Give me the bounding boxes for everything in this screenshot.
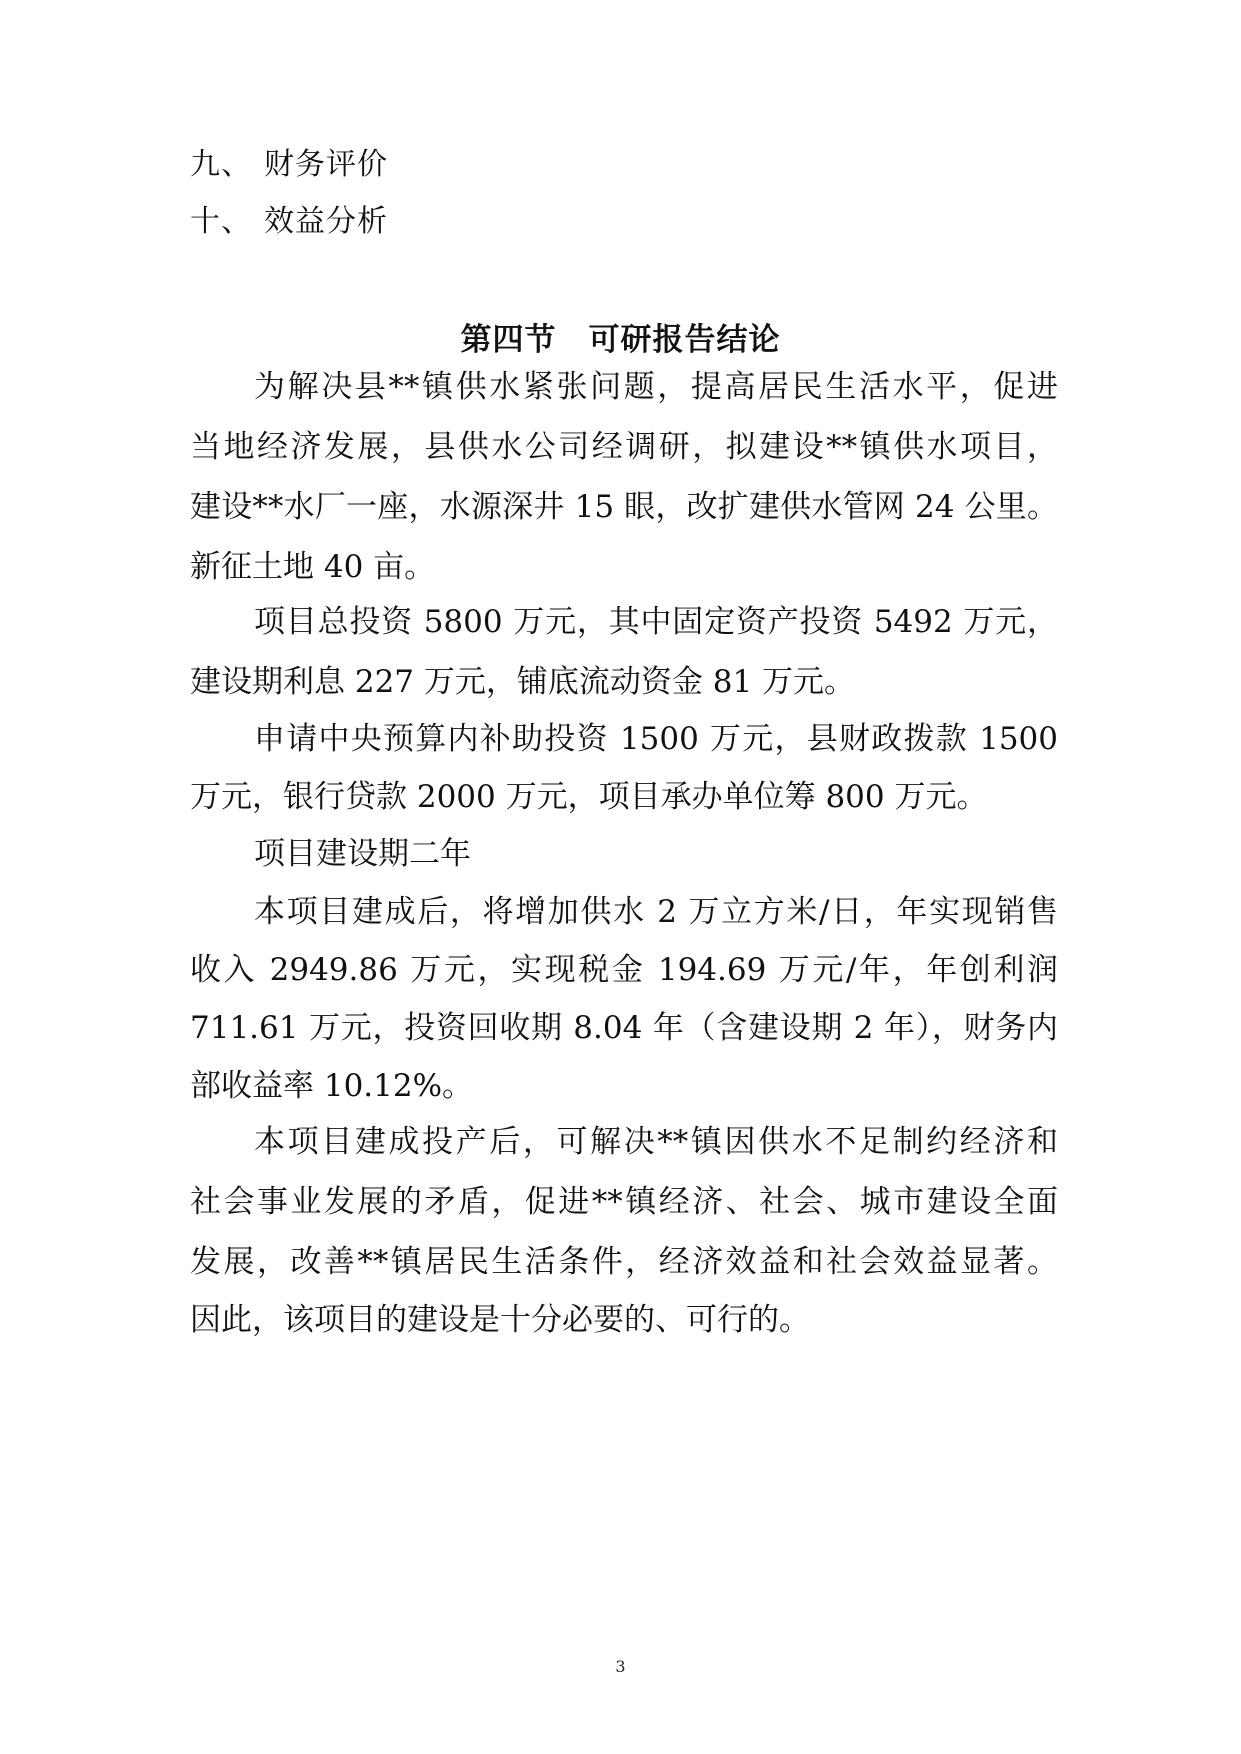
paragraph-line: 因此，该项目的建设是十分必要的、可行的。	[190, 1302, 810, 1338]
paragraph-line: 为解决县**镇供水紧张问题，提高居民生活水平，促进	[254, 369, 1058, 405]
paragraph-line: 部收益率 10.12%。	[190, 1068, 474, 1104]
outline-item-text: 财务评价	[264, 147, 388, 182]
outline-item-10	[190, 202, 388, 242]
section-heading: 第四节 可研报告结论	[460, 322, 781, 358]
paragraph-line: 建设**水厂一座，水源深井 15 眼，改扩建供水管网 24 公里。	[190, 489, 1058, 525]
outline-item-number: 十、	[190, 204, 252, 239]
paragraph-line: 当地经济发展，县供水公司经调研，拟建设**镇供水项目，	[190, 429, 1058, 465]
paragraph-line: 万元，银行贷款 2000 万元，项目承办单位筹 800 万元。	[190, 779, 988, 815]
paragraph-line: 本项目建成投产后，可解决**镇因供水不足制约经济和	[254, 1124, 1058, 1160]
paragraph-line: 711.61 万元，投资回收期 8.04 年（含建设期 2 年），财务内	[190, 1010, 1058, 1046]
paragraph-line: 发展，改善**镇居民生活条件，经济效益和社会效益显著。	[190, 1244, 1058, 1280]
page-number: 3	[615, 1657, 626, 1676]
paragraph-line: 申请中央预算内补助投资 1500 万元，县财政拨款 1500	[254, 721, 1058, 757]
outline-item-9	[190, 145, 388, 185]
paragraph-line: 新征土地 40 亩。	[190, 549, 436, 585]
paragraph-line: 收入 2949.86 万元，实现税金 194.69 万元/年，年创利润	[190, 952, 1058, 988]
paragraph-line: 建设期利息 227 万元，铺底流动资金 81 万元。	[190, 664, 856, 700]
paragraph-line: 本项目建成后，将增加供水 2 万立方米/日，年实现销售	[254, 894, 1058, 930]
outline-item-number: 九、	[190, 147, 252, 182]
paragraph-line: 项目总投资 5800 万元，其中固定资产投资 5492 万元，	[254, 604, 1058, 640]
outline-item-text: 效益分析	[264, 204, 388, 239]
paragraph-line: 社会事业发展的矛盾，促进**镇经济、社会、城市建设全面	[190, 1184, 1058, 1220]
paragraph-line: 项目建设期二年	[254, 836, 471, 872]
